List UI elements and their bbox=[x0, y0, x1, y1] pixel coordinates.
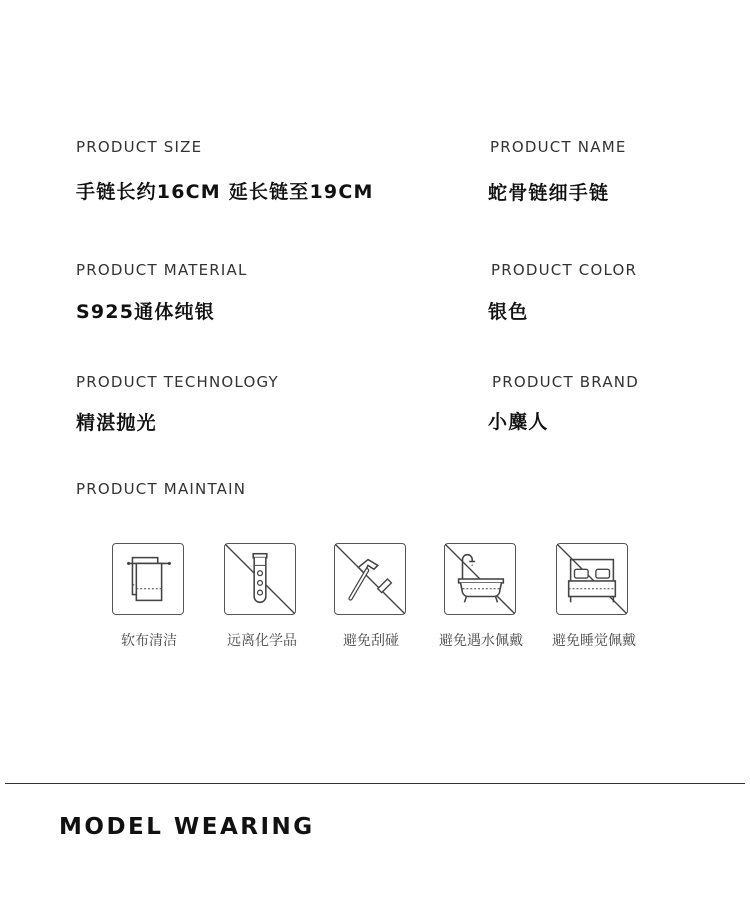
product-technology-value: 精湛抛光 bbox=[76, 412, 157, 434]
care-label-no-sleep: 避免睡觉佩戴 bbox=[552, 633, 636, 649]
product-material-value: S925通体纯银 bbox=[76, 301, 215, 323]
product-color-label: PRODUCT COLOR bbox=[491, 261, 638, 279]
product-color-value: 银色 bbox=[488, 301, 529, 323]
product-brand-label: PRODUCT BRAND bbox=[492, 373, 639, 391]
product-brand-value: 小麋人 bbox=[488, 411, 549, 433]
care-label-no-chemicals: 远离化学品 bbox=[227, 633, 297, 649]
product-name-label: PRODUCT NAME bbox=[490, 138, 627, 156]
no-bed-icon bbox=[556, 543, 628, 615]
no-hammer-icon bbox=[334, 543, 406, 615]
product-size-label: PRODUCT SIZE bbox=[76, 138, 203, 156]
product-maintain-label: PRODUCT MAINTAIN bbox=[76, 480, 247, 498]
towel-icon bbox=[112, 543, 184, 615]
care-label-soft-cloth: 软布清洁 bbox=[121, 633, 177, 649]
no-bath-icon bbox=[444, 543, 516, 615]
care-label-no-water: 避免遇水佩戴 bbox=[439, 633, 523, 649]
product-size-value: 手链长约16CM 延长链至19CM bbox=[76, 181, 374, 203]
product-name-value: 蛇骨链细手链 bbox=[488, 182, 610, 204]
product-material-label: PRODUCT MATERIAL bbox=[76, 261, 248, 279]
no-chemicals-icon bbox=[224, 543, 296, 615]
section-divider bbox=[5, 783, 745, 784]
product-technology-label: PRODUCT TECHNOLOGY bbox=[76, 373, 279, 391]
model-wearing-title: MODEL WEARING bbox=[59, 814, 315, 840]
care-label-no-scratch: 避免刮碰 bbox=[343, 633, 399, 649]
